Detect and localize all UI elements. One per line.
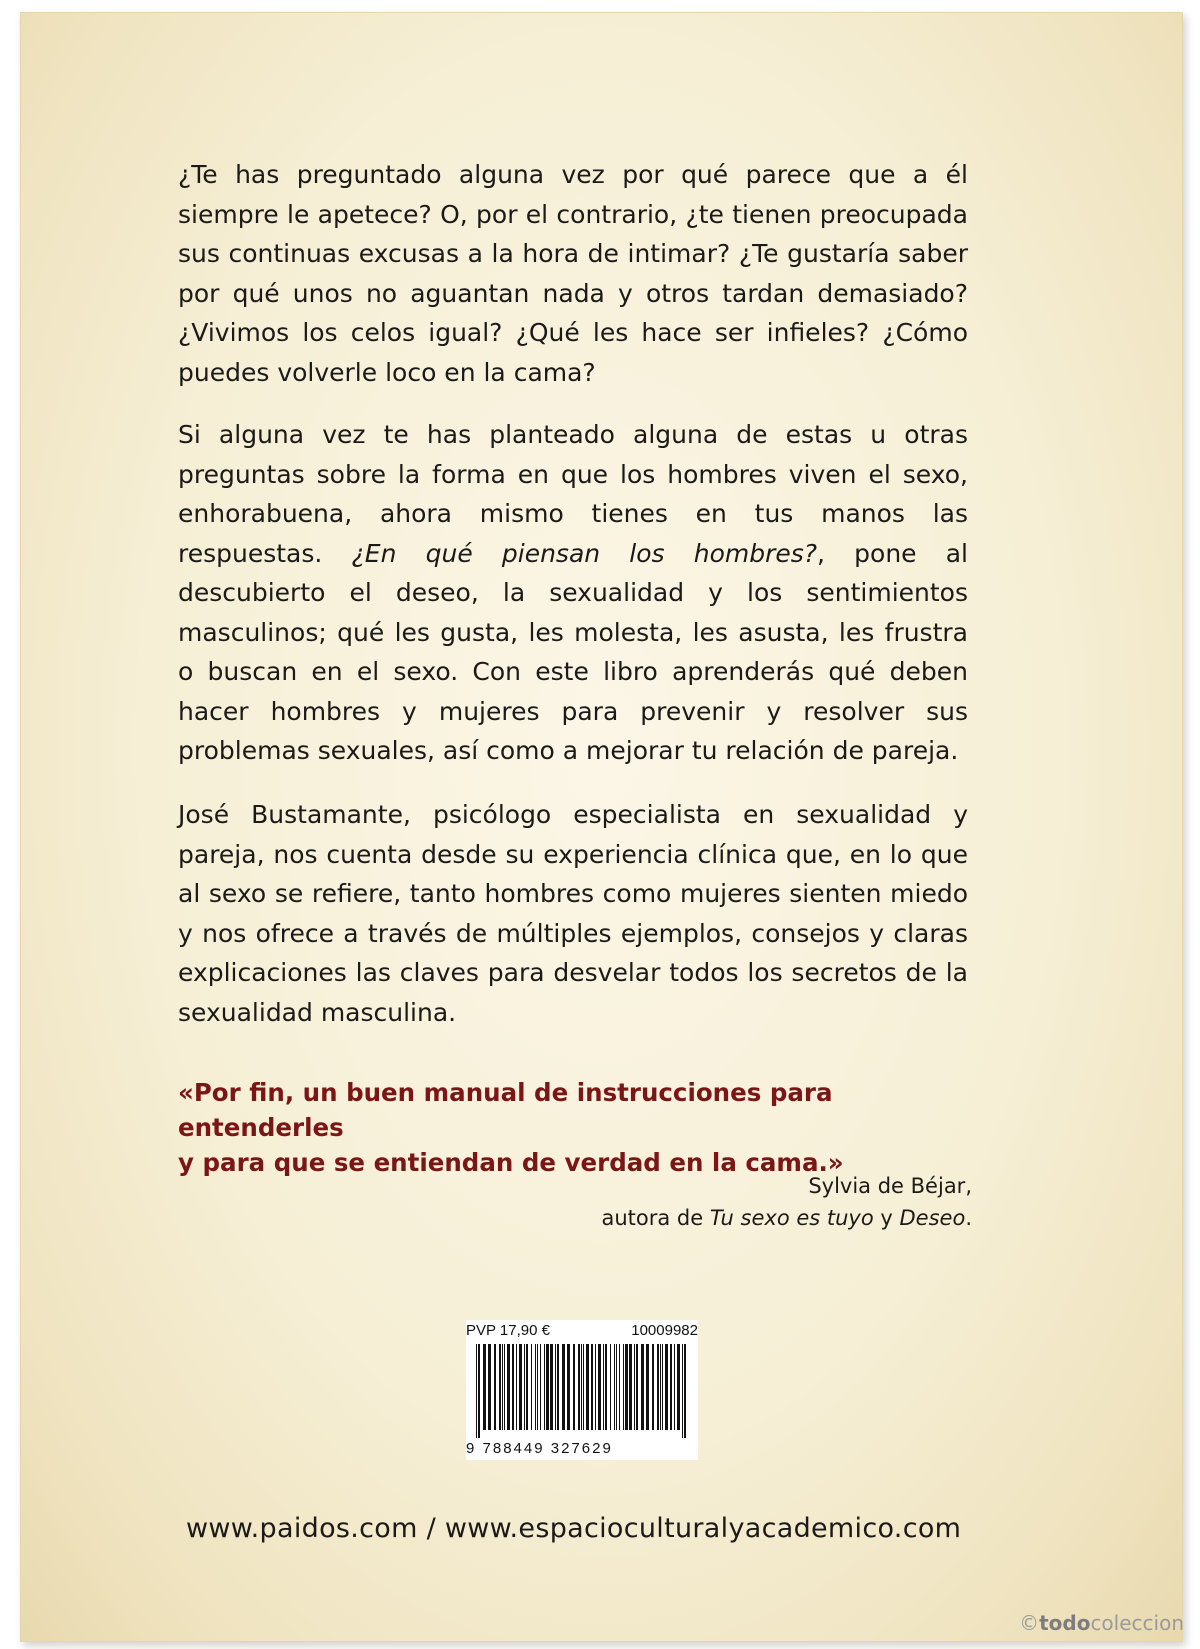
- barcode-bar: [581, 1344, 582, 1430]
- description-intro: Si alguna vez te has planteado alguna de estas u otras preguntas sobre la forma en que los hombres viven el sexo, enhorabuena, ahora mismo tienes en tus manos las respuestas.: [178, 420, 968, 568]
- barcode-bar: [535, 1344, 536, 1430]
- barcode-bar: [660, 1344, 661, 1430]
- barcode-bar: [636, 1344, 638, 1430]
- barcode-bar: [578, 1344, 580, 1430]
- barcode-bar: [641, 1344, 644, 1430]
- attribution-book-1: Tu sexo es tuyo: [709, 1206, 874, 1230]
- barcode-bar: [616, 1344, 617, 1430]
- barcode-bar: [677, 1344, 680, 1430]
- barcode-bar: [544, 1344, 545, 1430]
- barcode-bar: [519, 1344, 522, 1430]
- attribution-prefix: autora de: [601, 1206, 710, 1230]
- barcode-bar: [524, 1344, 525, 1430]
- barcode-bar: [476, 1344, 477, 1438]
- barcode-bar: [537, 1344, 538, 1430]
- barcode-bar: [652, 1344, 654, 1430]
- barcode-bars: [472, 1344, 692, 1438]
- barcode-bar: [573, 1344, 575, 1430]
- barcode-bar: [623, 1344, 624, 1430]
- barcode-bar: [516, 1344, 517, 1430]
- attribution-works: [601, 1202, 972, 1234]
- barcode-bar: [531, 1344, 532, 1430]
- barcode-bar: [540, 1344, 541, 1430]
- barcode-bar: [567, 1344, 570, 1430]
- price-row: [466, 1322, 698, 1339]
- barcode-bar: [619, 1344, 620, 1430]
- barcode-bar: [598, 1344, 601, 1430]
- quote-attribution: [601, 1170, 972, 1234]
- barcode-bar: [526, 1344, 528, 1430]
- barcode-bar: [494, 1344, 496, 1430]
- quote-line-1: «Por fin, un buen manual de instrucciones para entenderles: [178, 1078, 833, 1142]
- book-title-italic: ¿En qué piensan los hombres?: [351, 538, 818, 568]
- barcode-bar: [614, 1344, 615, 1430]
- isbn-digits: 9 788449 327629: [466, 1440, 613, 1457]
- publisher-urls: www.paidos.com / www.espacioculturalyacademico.com: [186, 1513, 962, 1544]
- barcode-bar: [665, 1344, 668, 1430]
- barcode-bar: [550, 1344, 553, 1430]
- watermark-brand: todo: [1039, 1611, 1091, 1635]
- barcode-bar: [591, 1344, 593, 1430]
- barcode-bar: [562, 1344, 565, 1430]
- barcode-bar: [634, 1344, 635, 1430]
- barcode-bar: [682, 1344, 683, 1438]
- barcode-bar: [625, 1344, 628, 1430]
- barcode-bar: [657, 1344, 659, 1430]
- attribution-conj: y: [873, 1206, 900, 1230]
- barcode-bar: [483, 1344, 486, 1430]
- barcode-bar: [646, 1344, 649, 1430]
- barcode-bar: [684, 1344, 686, 1438]
- watermark-suffix: coleccion: [1090, 1611, 1184, 1635]
- barcode-bar: [546, 1344, 549, 1430]
- endorsement-quote: [178, 1075, 978, 1180]
- barcode-bar: [502, 1344, 503, 1430]
- quote-line-2: y para que se entiendan de verdad en la cama.»: [178, 1148, 844, 1177]
- attribution-name: Sylvia de Béjar,: [808, 1174, 972, 1198]
- barcode-bar: [478, 1344, 480, 1438]
- barcode-bar: [507, 1344, 510, 1430]
- barcode-bar: [488, 1344, 491, 1430]
- barcode-bar: [595, 1344, 596, 1430]
- barcode-bar: [629, 1344, 632, 1430]
- barcode-bar: [504, 1344, 505, 1430]
- barcode-bar: [499, 1344, 501, 1430]
- barcode-bar: [662, 1344, 663, 1430]
- price-text: PVP 17,90 €: [466, 1322, 550, 1339]
- barcode-bar: [557, 1344, 559, 1430]
- barcode-bar: [603, 1344, 604, 1430]
- blurb-paragraph-author: José Bustamante, psicólogo especialista en sexualidad y pareja, nos cuenta desde su experiencia clínica que, en lo que al sexo se refiere, tanto hombres como mujeres sienten miedo y nos ofrece a través de múltiples ejemplos, consejos y claras explicaciones las claves para desvelar todos los secretos de la sexualidad masculina.: [178, 800, 968, 1027]
- barcode-bar: [610, 1344, 611, 1430]
- blurb-paragraph-questions: ¿Te has preguntado alguna vez por qué parece que a él siempre le apetece? O, por el contrario, ¿te tienen preocupada sus continuas excusas a la hora de intimar? ¿Te gustaría saber por qué unos no aguantan nada y otros tardan demasiado? ¿Vivimos los celos igual? ¿Qué les hace ser infieles? ¿Cómo puedes volverle loco en la cama?: [178, 160, 968, 387]
- watermark: [1019, 1611, 1184, 1635]
- description-rest: , pone al descubierto el deseo, la sexualidad y los sentimientos masculinos; qué les gusta, les molesta, les asusta, les frustra o buscan en el sexo. Con este libro aprenderás qué deben hacer hombres y mujeres para prevenir y resolver sus problemas sexuales, así como a mejorar tu relación de pareja.: [178, 538, 968, 765]
- barcode-bar: [586, 1344, 589, 1430]
- barcode-bar: [555, 1344, 556, 1430]
- blurb-paragraph-description: [178, 415, 968, 771]
- attribution-book-2: Deseo: [899, 1206, 966, 1230]
- barcode-bar: [605, 1344, 607, 1430]
- barcode-bar: [674, 1344, 675, 1430]
- barcode-bar: [583, 1344, 584, 1430]
- attribution-suffix: .: [965, 1206, 972, 1230]
- watermark-prefix: ©: [1019, 1611, 1040, 1635]
- barcode-bar: [670, 1344, 672, 1430]
- product-code: 10009982: [631, 1322, 698, 1339]
- barcode-bar: [512, 1344, 514, 1430]
